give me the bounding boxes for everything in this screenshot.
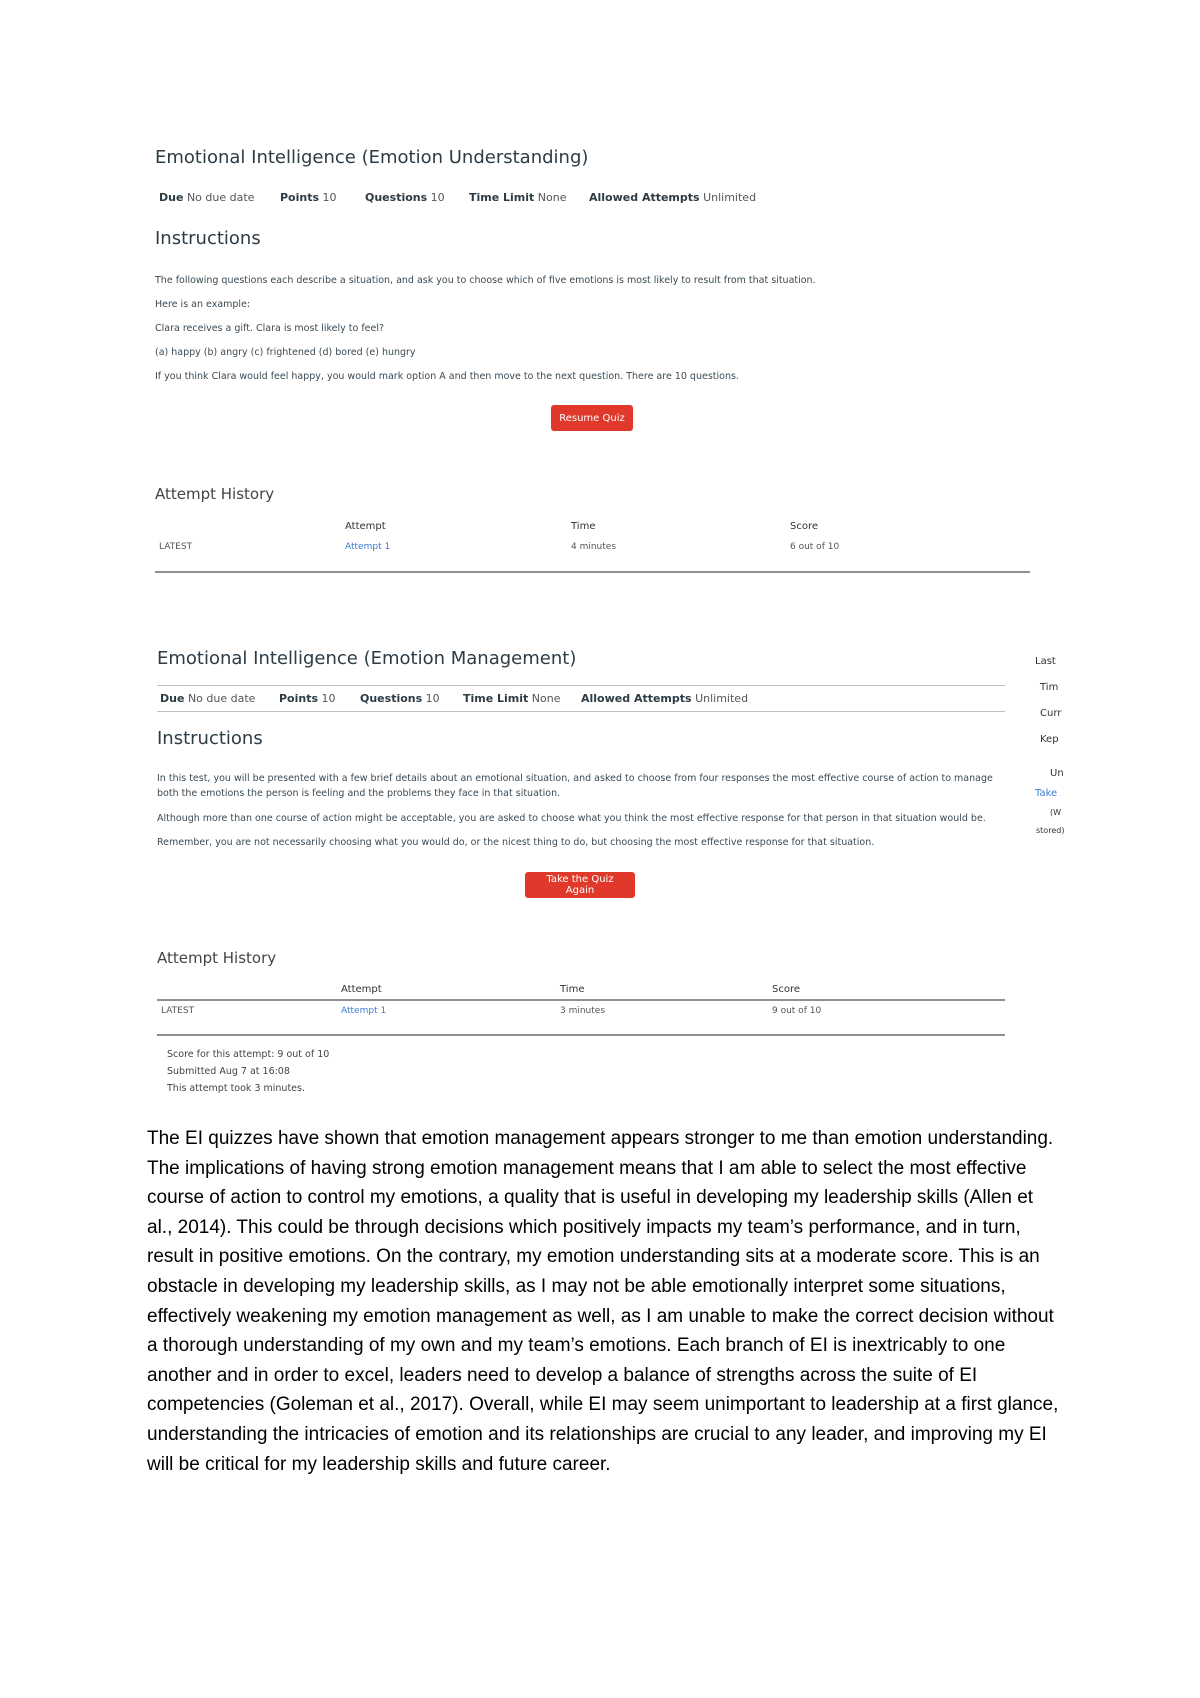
take-quiz-again-button[interactable]: Take the Quiz Again: [525, 872, 635, 898]
time-limit-meta: Time Limit None: [469, 191, 567, 204]
quiz-title: Emotional Intelligence (Emotion Management): [157, 648, 577, 669]
questions-meta: Questions 10: [360, 692, 440, 705]
quiz-meta: [160, 692, 860, 706]
instruction-line: Remember, you are not necessarily choosing what you would do, or the nicest thing to do, but choosing the most effective response for that situation.: [157, 837, 875, 848]
submitted-summary: Submitted Aug 7 at 16:08: [167, 1066, 290, 1077]
attempt-link[interactable]: Attempt 1: [341, 1006, 387, 1016]
score-value: 6 out of 10: [790, 542, 840, 552]
sidebar-item: Tim: [1040, 682, 1059, 693]
instruction-line: If you think Clara would feel happy, you would mark option A and then move to the next question. There are 10 questions.: [155, 371, 739, 382]
instruction-line: In this test, you will be presented with a few brief details about an emotional situation, and asked to choose from four responses the most effective course of action to manage both the emotions the person is feeling and the problems they face in that situation.: [157, 773, 993, 799]
status-label: LATEST: [159, 542, 193, 552]
questions-meta: Questions 10: [365, 191, 445, 204]
instructions-heading: Instructions: [155, 228, 261, 249]
sidebar-item: stored): [1036, 826, 1065, 835]
attempt-summary: [167, 1046, 467, 1097]
sidebar-item: Un: [1050, 768, 1064, 779]
time-value: 4 minutes: [571, 542, 617, 552]
points-meta: Points 10: [279, 692, 336, 705]
time-limit-meta: Time Limit None: [463, 692, 561, 705]
instruction-line: (a) happy (b) angry (c) frightened (d) bored (e) hungry: [155, 347, 416, 358]
table-bottom-rule: [157, 1034, 1005, 1036]
instruction-line: The following questions each describe a situation, and ask you to choose which of five emotions is most likely to result from that situation.: [155, 275, 816, 286]
time-value: 3 minutes: [560, 1006, 606, 1016]
score-column-header: Score: [790, 521, 819, 532]
score-summary: Score for this attempt: 9 out of 10: [167, 1049, 330, 1060]
clipped-sidebar: [1030, 650, 1065, 850]
score-column-header: Score: [772, 984, 801, 995]
attempts-meta: Allowed Attempts Unlimited: [589, 191, 757, 204]
points-meta: Points 10: [280, 191, 337, 204]
attempts-meta: Allowed Attempts Unlimited: [581, 692, 749, 705]
score-value: 9 out of 10: [772, 1006, 822, 1016]
attempt-history-heading: Attempt History: [155, 485, 275, 503]
attempt-column-header: Attempt: [345, 521, 386, 532]
instruction-line: Here is an example:: [155, 299, 251, 310]
resume-quiz-button[interactable]: Resume Quiz: [551, 405, 633, 431]
status-label: LATEST: [161, 1006, 195, 1016]
sidebar-item: Kep: [1040, 734, 1059, 745]
take-quiz-link[interactable]: Take: [1035, 788, 1058, 799]
sidebar-item: Curr: [1040, 708, 1062, 719]
quiz-meta: [159, 191, 859, 205]
attempt-column-header: Attempt: [341, 984, 382, 995]
table-header-rule: [157, 999, 1005, 1001]
duration-summary: This attempt took 3 minutes.: [167, 1083, 305, 1094]
attempt-link[interactable]: Attempt 1: [345, 542, 391, 552]
quiz-title: Emotional Intelligence (Emotion Understanding): [155, 147, 589, 168]
instruction-line: Clara receives a gift. Clara is most likely to feel?: [155, 323, 385, 334]
attempt-history-heading: Attempt History: [157, 949, 277, 967]
time-column-header: Time: [560, 984, 585, 995]
title-underline: [157, 685, 1005, 686]
time-column-header: Time: [571, 521, 596, 532]
sidebar-item: Last: [1035, 656, 1056, 667]
due-meta: Due No due date: [159, 191, 255, 204]
meta-underline: [157, 711, 1005, 712]
table-bottom-rule: [155, 571, 1030, 573]
due-meta: Due No due date: [160, 692, 256, 705]
instructions-heading: Instructions: [157, 728, 263, 749]
instruction-line: Although more than one course of action might be acceptable, you are asked to choose what you think the most effective response for that person in that situation would be.: [157, 813, 986, 824]
essay-paragraph: The EI quizzes have shown that emotion management appears stronger to me than emotion understanding. The implications of having strong emotion management means that I am able to select the most effective course of action to control my emotions, a quality that is useful in developing my leadership skills (Allen et al., 2014). This could be through decisions which positively impacts my team’s performance, and in turn, result in positive emotions. On the contrary, my emotion understanding sits at a moderate score. This is an obstacle in developing my leadership skills, as I may not be able emotionally interpret some situations, effectively weakening my emotion management as well, as I am unable to make the correct decision without a thorough understanding of my own and my team’s emotions. Each branch of EI is inextricably to one another and in order to excel, leaders need to develop a balance of strengths across the suite of EI competencies (Goleman et al., 2017). Overall, while EI may seem unimportant to leadership at a first glance, understanding the intricacies of emotion and its relationships are crucial to any leader, and improving my EI will be critical for my leadership skills and future career.: [147, 1128, 1059, 1475]
sidebar-item: (W: [1050, 808, 1062, 817]
